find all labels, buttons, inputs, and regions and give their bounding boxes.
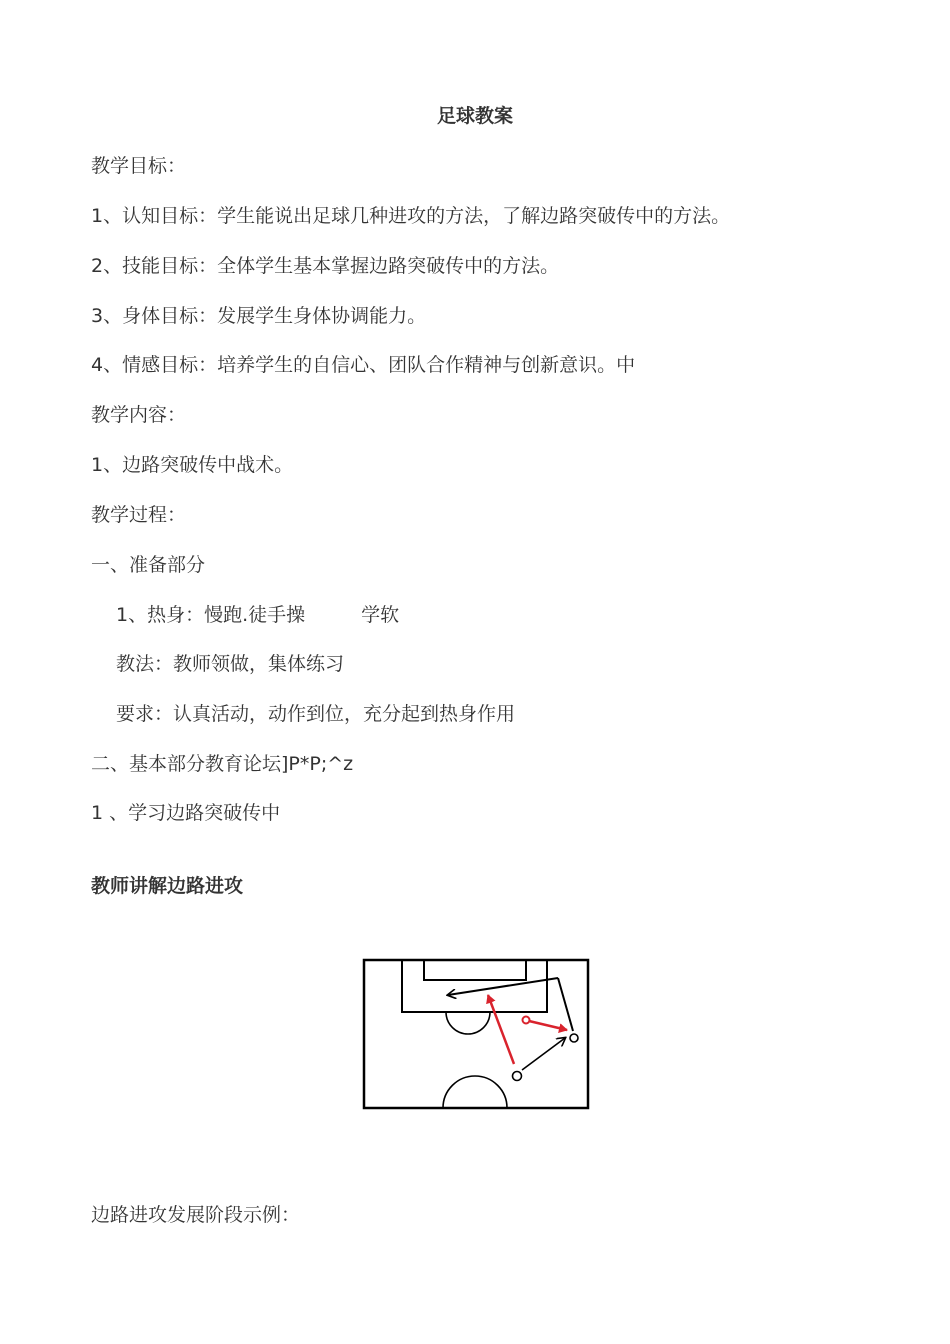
warmup-extra: 学软 <box>361 604 400 626</box>
objectives-heading: 教学目标： <box>91 155 187 177</box>
center-circle-arc <box>443 1076 507 1108</box>
learn-item: 1 、学习边路突破传中 <box>91 802 281 824</box>
requirement-line: 要求：认真活动，动作到位，充分起到热身作用 <box>116 703 516 725</box>
penalty-arc <box>446 1012 490 1034</box>
content-heading: 教学内容： <box>91 404 187 426</box>
part1-heading: 一、准备部分 <box>91 554 206 576</box>
part2-heading: 二、基本部分教育论坛]P*P;^z <box>91 753 354 775</box>
dribble-arrow <box>529 1021 567 1030</box>
forward-run-arrow <box>488 995 514 1064</box>
process-heading: 教学过程： <box>91 504 187 526</box>
pitch-boundary <box>364 960 588 1108</box>
objective-item: 3、身体目标：发展学生身体协调能力。 <box>91 305 427 327</box>
warmup-line <box>116 603 399 627</box>
player-marker <box>570 1034 578 1042</box>
objective-item: 1、认知目标：学生能说出足球几种进攻的方法，了解边路突破传中的方法。 <box>91 205 731 227</box>
wing-attack-diagram <box>362 958 590 1111</box>
player-marker <box>513 1072 522 1081</box>
pass-arrow <box>522 1038 565 1070</box>
ball-marker <box>523 1017 530 1024</box>
example-heading: 边路进攻发展阶段示例： <box>91 1204 301 1226</box>
content-item: 1、边路突破传中战术。 <box>91 454 294 476</box>
warmup-text: 1、热身：慢跑.徒手操 <box>116 604 306 626</box>
method-line: 教法：教师领做，集体练习 <box>116 653 345 675</box>
document-title: 足球教案 <box>436 105 513 127</box>
wing-run-line <box>558 978 573 1031</box>
section-subheading: 教师讲解边路进攻 <box>91 875 244 897</box>
objective-item: 4、情感目标：培养学生的自信心、团队合作精神与创新意识。中 <box>91 354 636 376</box>
goal-area <box>424 960 526 980</box>
objective-item: 2、技能目标：全体学生基本掌握边路突破传中的方法。 <box>91 255 560 277</box>
